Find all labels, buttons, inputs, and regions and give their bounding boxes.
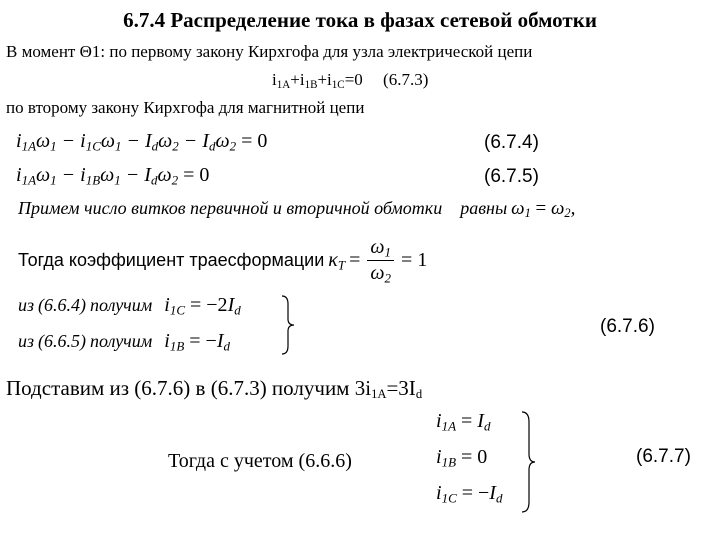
derivation-6-6-4: из (6.6.4) получим $i_{1C} = -2I_d$ [18,294,241,318]
page-title: 6.7.4 Распределение тока в фазах сетевой обмотки [123,8,597,32]
equation-6-7-4: $i_{1A}\omega_1 - i_{1C}\omega_1 - I_d\omega_2 - I_d\omega_2 = 0$ [16,130,268,154]
intro-text: В момент Θ1: по первому закону Кирхгофа для узла электрической цепи [6,42,533,61]
right-brace-icon [520,410,536,514]
equation-6-7-3: $i_{1A}+i_{1B}+i_{1C}=0$ (6.7.3) [272,70,429,91]
equation-number-6-7-3: (6.7.3) [383,70,429,89]
turns-note: Примем число витков первичной и вторичной обмотки равны $\omega_1 = \omega_2$, [18,198,576,221]
substitution-text: Подставим из (6.7.6) в (6.7.3) получим $3i_{1A}=3I_d$ [6,376,423,402]
ratio-fraction: $\frac{\omega_1}{\omega_2}$ [367,236,394,285]
equation-i1b: $i_{1B} = 0$ [436,446,488,470]
equation-number-6-7-6: (6.7.6) [600,316,655,337]
then-with-text: Тогда с учетом (6.6.6) [168,450,352,472]
equation-number-6-7-7: (6.7.7) [636,446,691,467]
equation-i1a: $i_{1A} = I_d$ [436,410,491,434]
equation-6-7-5: $i_{1A}\omega_1 - i_{1B}\omega_1 - I_d\omega_2 = 0$ [16,164,210,188]
equation-number-6-7-5: (6.7.5) [484,166,539,187]
ratio-note: Тогда коэффициент траесформации $\kappa_T$ = $\frac{\omega_1}{\omega_2}$ = 1 [18,236,428,286]
derivation-6-6-5: из (6.6.5) получим $i_{1B} = -I_d$ [18,330,231,354]
right-brace-icon [280,294,296,356]
equation-i1c: $i_{1C} = -I_d$ [436,482,503,506]
second-law-text: по второму закону Кирхгофа для магнитной цепи [6,98,365,117]
equation-number-6-7-4: (6.7.4) [484,132,539,153]
